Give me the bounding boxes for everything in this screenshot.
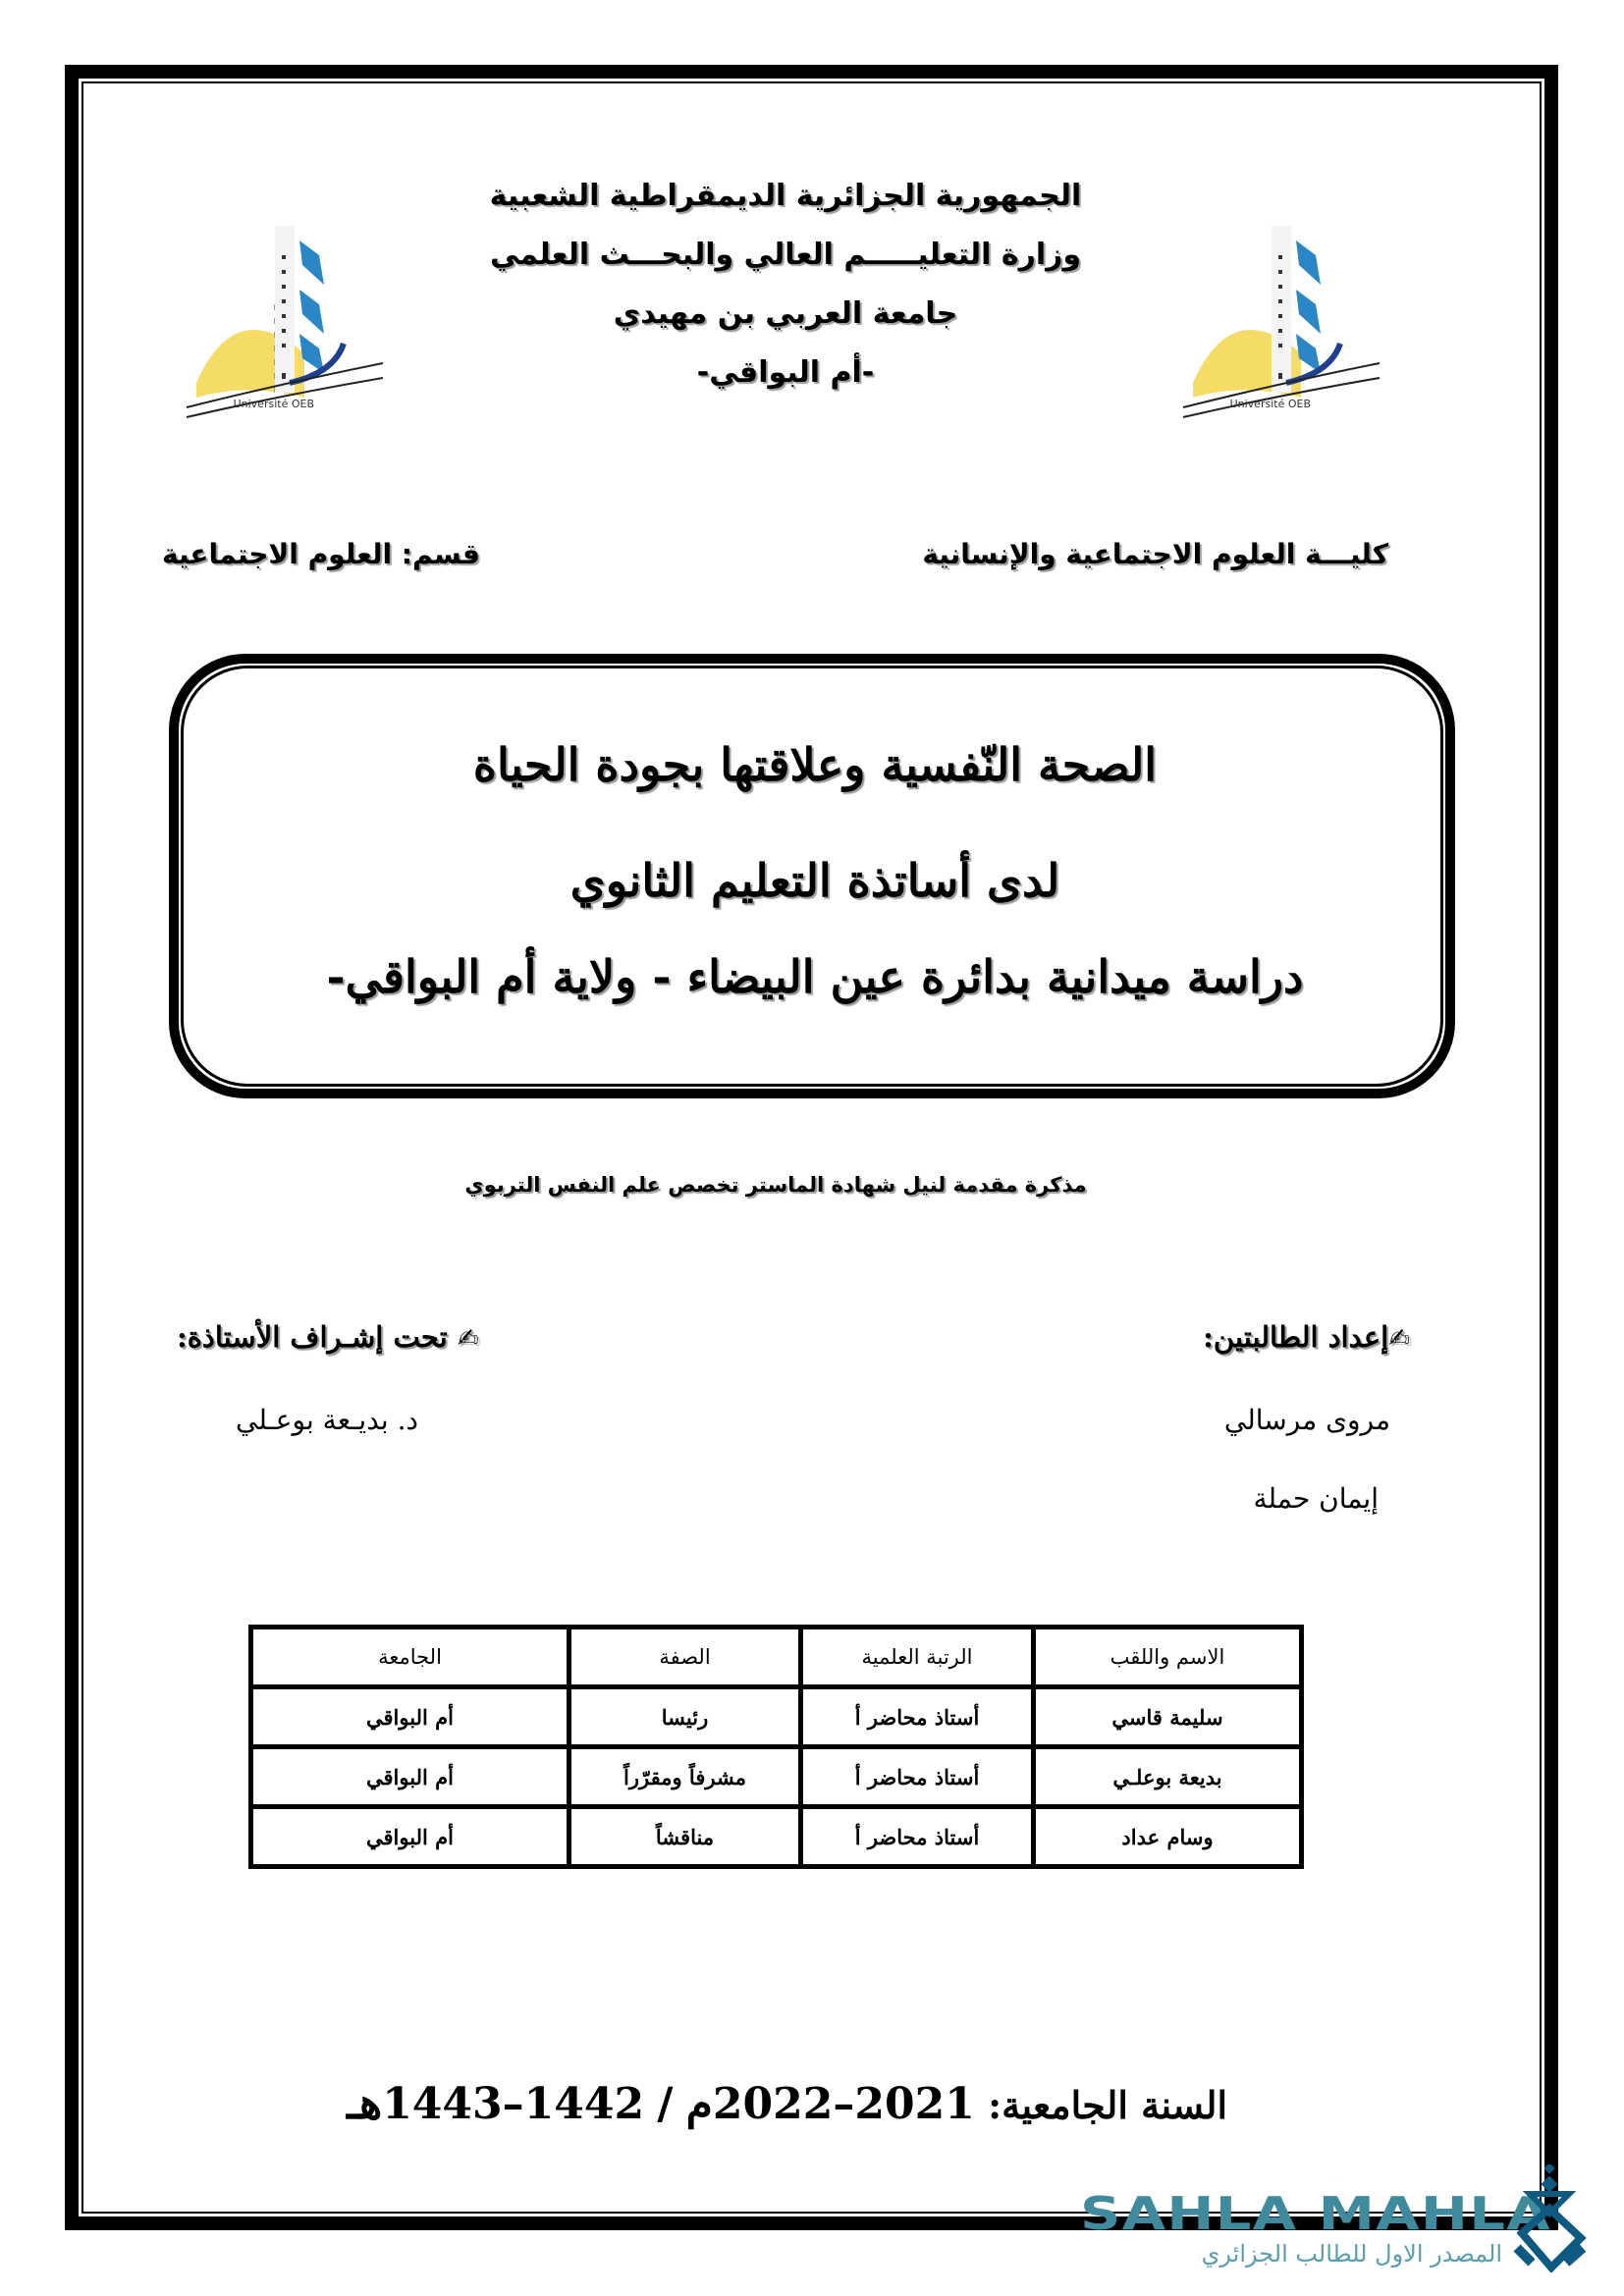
hijri-year: 1442–1443هـ bbox=[347, 2079, 645, 2129]
prepared-by-label: إعداد الطالبتين: bbox=[1203, 1320, 1389, 1354]
cell-role: مناقشاً bbox=[569, 1807, 801, 1867]
student-name-1: مروى مرسالي bbox=[1223, 1404, 1390, 1436]
cell-university: أم البواقي bbox=[251, 1807, 569, 1867]
header-rank: الرتبة العلمية bbox=[801, 1628, 1034, 1687]
cell-university: أم البواقي bbox=[251, 1747, 569, 1807]
cell-university: أم البواقي bbox=[251, 1687, 569, 1747]
supervisor-name: د. بديـعة بوعـلي bbox=[236, 1404, 418, 1436]
university-logo-left bbox=[177, 187, 393, 432]
table-row bbox=[251, 1747, 1302, 1807]
cell-rank: أستاذ محاضر أ bbox=[801, 1807, 1034, 1867]
writing-hand-icon: ✍ bbox=[1388, 1324, 1410, 1354]
header-name: الاسم واللقب bbox=[1034, 1628, 1302, 1687]
cell-name: وسام عداد bbox=[1034, 1807, 1302, 1867]
academic-year bbox=[347, 2079, 1227, 2129]
table-row bbox=[251, 1687, 1302, 1747]
gregorian-year: 2021–2022م bbox=[685, 2079, 975, 2129]
prepared-by-heading bbox=[1203, 1320, 1410, 1354]
cell-name: بديعة بوعلـي bbox=[1034, 1747, 1302, 1807]
university-city: -أم البواقي- bbox=[696, 355, 875, 390]
thesis-title-line2: لدى أساتذة التعليم الثانوي bbox=[569, 854, 1060, 907]
faculty-label: كليـــة العلوم الاجتماعية والإنسانية bbox=[922, 538, 1388, 570]
cell-rank: أستاذ محاضر أ bbox=[801, 1687, 1034, 1747]
ministry-name: وزارة التعليـــــم العالي والبحـــث العلمي bbox=[489, 238, 1082, 272]
cell-role: رئيسا bbox=[569, 1687, 801, 1747]
year-separator: / bbox=[657, 2079, 674, 2129]
supervision-heading bbox=[177, 1320, 479, 1354]
jury-table bbox=[248, 1625, 1304, 1869]
svg-text:Université OEB: Université OEB bbox=[1229, 398, 1311, 410]
header-role: الصفة bbox=[569, 1628, 801, 1687]
writing-hand-icon: ✍ bbox=[457, 1324, 479, 1354]
table-row bbox=[251, 1807, 1302, 1867]
table-header-row bbox=[251, 1628, 1302, 1687]
cell-role: مشرفاً ومقرّراً bbox=[569, 1747, 801, 1807]
university-name: جامعة العربي بن مهيدي bbox=[613, 296, 958, 331]
watermark-brand: SAHLA MAHLA bbox=[1080, 2187, 1551, 2240]
degree-statement: مذكرة مقدمة لنيل شهادة الماستر تخصص علم النفس التربوي bbox=[464, 1173, 1087, 1197]
watermark-tagline: المصدر الاول للطالب الجزائري bbox=[1201, 2240, 1502, 2268]
header-university: الجامعة bbox=[251, 1628, 569, 1687]
cell-rank: أستاذ محاضر أ bbox=[801, 1747, 1034, 1807]
thesis-title-line1: الصحة النّفسية وعلاقتها بجودة الحياة bbox=[472, 738, 1158, 791]
institution-header bbox=[393, 167, 1178, 402]
department-label: قسم: العلوم الاجتماعية bbox=[162, 538, 480, 570]
academic-year-label: السنة الجامعية: bbox=[988, 2083, 1227, 2127]
university-logo-right bbox=[1173, 187, 1389, 432]
student-name-2: إيمان حملة bbox=[1253, 1482, 1379, 1515]
cell-name: سليمة قاسي bbox=[1034, 1687, 1302, 1747]
republic-name: الجمهورية الجزائرية الديمقراطية الشعبية bbox=[489, 179, 1082, 213]
thesis-title-line3: دراسة ميدانية بدائرة عين البيضاء - ولاية أم البواقي- bbox=[326, 950, 1304, 1003]
svg-text:Université OEB: Université OEB bbox=[233, 398, 314, 410]
watermark-calligraphy-icon bbox=[1512, 2164, 1591, 2272]
supervision-label: تحت إشـراف الأستاذة: bbox=[177, 1320, 448, 1354]
